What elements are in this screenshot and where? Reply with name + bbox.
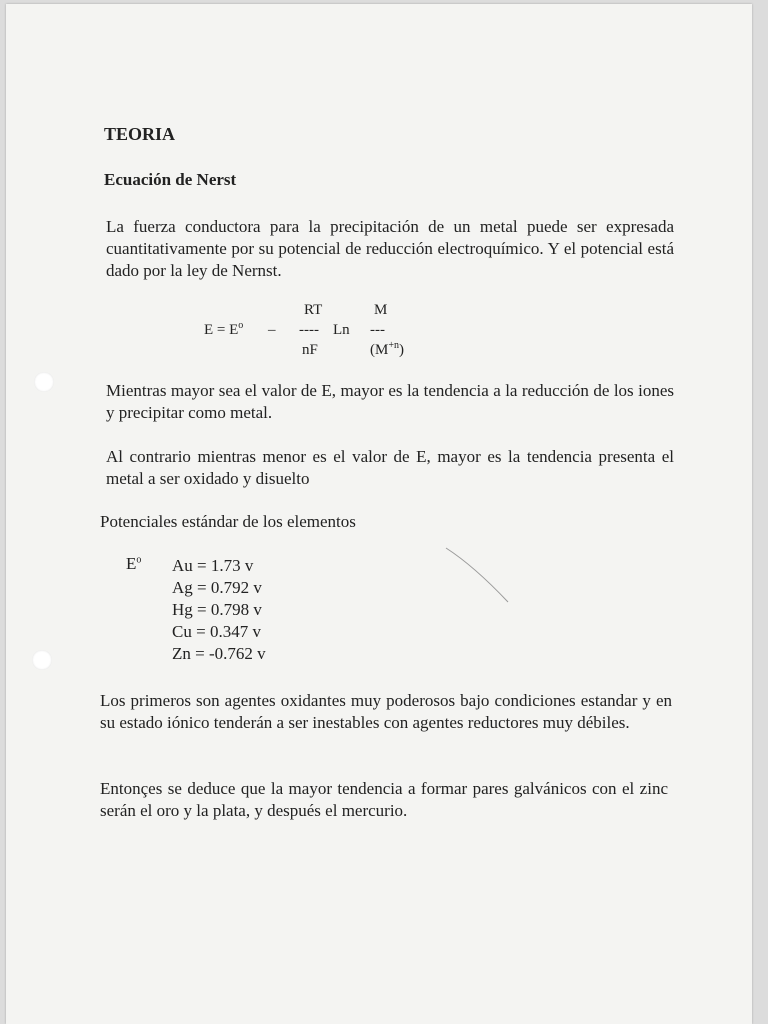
potential-row-au: Au = 1.73 v [172, 556, 254, 575]
potential-row-ag: Ag = 0.792 v [172, 578, 262, 597]
scanned-page [6, 4, 752, 1024]
potential-row-hg: Hg = 0.798 v [172, 600, 262, 619]
equation-minus: – [268, 322, 276, 338]
equation-m-ion: $(M^{+n})$ [370, 340, 404, 358]
equation-lhs: $E = E^o$ [204, 320, 244, 338]
potentials-title: Potenciales estándar de los elementos [100, 512, 356, 531]
punch-hole-bottom [32, 650, 52, 670]
punch-hole-top [34, 372, 54, 392]
equation-m: M [374, 302, 388, 318]
potential-row-cu: Cu = 0.347 v [172, 622, 261, 641]
paragraph-reduction: Mientras mayor sea el valor de E, mayor es la tendencia a la reducción de los iones y precipitar como metal. [106, 381, 674, 422]
paragraph-conclusion: Entonçes se deduce que la mayor tendencia a formar pares galvánicos con el zinc serán el oro y la plata, y después el mercurio. [100, 779, 668, 820]
paragraph-oxidants: Los primeros son agentes oxidantes muy poderosos bajo condiciones estandar y en su estado iónico tenderán a ser inestables con agentes reductores muy débiles. [100, 691, 672, 732]
subtitle: Ecuación de Nerst [104, 170, 237, 189]
equation-rt: RT [304, 302, 323, 318]
equation-nf: nF [302, 342, 318, 358]
equation-fraction-line-1: ---- [299, 322, 319, 338]
equation-ln: Ln [333, 322, 350, 338]
equation-fraction-line-2: --- [370, 322, 385, 338]
paragraph-intro: La fuerza conductora para la precipitación de un metal puede ser expresada cuantitativamente por su potencial de reducción electroquímico. Y el potencial está dado por la ley de Nernst. [106, 217, 674, 280]
pencil-mark [444, 544, 524, 604]
potentials-symbol: $E^o$ [126, 554, 142, 573]
potential-row-zn: Zn = -0.762 v [172, 644, 266, 663]
paragraph-oxidation: Al contrario mientras menor es el valor de E, mayor es la tendencia presenta el metal a ser oxidado y disuelto [106, 447, 674, 488]
section-title: TEORIA [104, 124, 176, 144]
